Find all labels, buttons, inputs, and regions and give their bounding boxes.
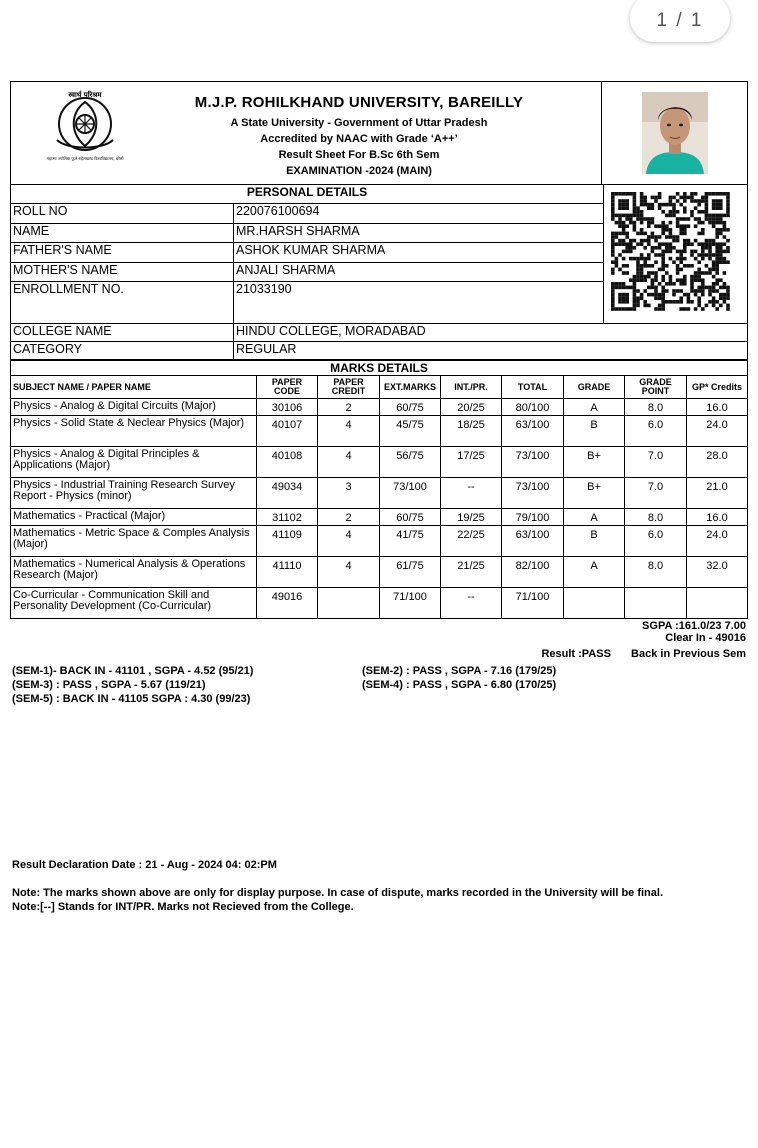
- qr-cell: [604, 185, 748, 324]
- category-value: REGULAR: [234, 342, 748, 360]
- gp-credits: 16.0: [687, 399, 748, 416]
- personal-details-heading: PERSONAL DETAILS: [11, 185, 604, 204]
- paper-code: 30106: [257, 399, 318, 416]
- result-sheet: [10, 81, 748, 619]
- name-value: MR.HARSH SHARMA: [234, 223, 604, 242]
- paper-credit: 4: [318, 557, 380, 588]
- total: 73/100: [502, 447, 564, 478]
- gp-credits: 32.0: [687, 557, 748, 588]
- ext-marks: 73/100: [380, 478, 441, 509]
- table-row: [11, 557, 748, 588]
- paper-credit: 2: [318, 399, 380, 416]
- grade: A: [564, 557, 625, 588]
- paper-credit: 2: [318, 509, 380, 526]
- subject-name: Mathematics - Metric Space & Comples Analysis (Major): [11, 526, 257, 557]
- university-emblem-logo: [45, 88, 125, 172]
- college-name-value: HINDU COLLEGE, MORADABAD: [234, 324, 748, 342]
- mother-name-value: ANJALI SHARMA: [234, 262, 604, 281]
- ext-marks: 60/75: [380, 509, 441, 526]
- total: 73/100: [502, 478, 564, 509]
- paper-credit: 3: [318, 478, 380, 509]
- grade: [564, 588, 625, 619]
- enrollment-label: ENROLLMENT NO.: [11, 281, 234, 323]
- subject-name: Physics - Solid State & Neclear Physics (Major): [11, 416, 257, 447]
- sheet-header: [10, 81, 748, 184]
- sem-1-result: (SEM-1)- BACK IN - 41101 , SGPA - 4.52 (95/21): [12, 665, 254, 677]
- subject-name: Co-Curricular - Communication Skill and Personality Development (Co-Curricular): [11, 588, 257, 619]
- svg-text:महात्मा ज्योतिबा फुले रुहेलखण्: महात्मा ज्योतिबा फुले रुहेलखण्ड विश्वविद्यालय, बरेली: [46, 156, 124, 161]
- college-name-label: COLLEGE NAME: [11, 324, 234, 342]
- svg-text:स्वार्थ परिश्रम: स्वार्थ परिश्रम: [68, 91, 102, 99]
- paper-credit: 4: [318, 526, 380, 557]
- back-in-previous-sem: Back in Previous Sem: [631, 648, 746, 660]
- clear-in: Clear In - 49016: [665, 632, 746, 644]
- table-row: [11, 509, 748, 526]
- paper-credit: 4: [318, 447, 380, 478]
- grade-point: 8.0: [625, 557, 687, 588]
- ext-marks: 60/75: [380, 399, 441, 416]
- gp-credits: 24.0: [687, 526, 748, 557]
- student-photo: [642, 92, 708, 174]
- grade: B+: [564, 478, 625, 509]
- subject-name: Physics - Analog & Digital Principles & Applications (Major): [11, 447, 257, 478]
- paper-code: 41109: [257, 526, 318, 557]
- subject-name: Mathematics - Numerical Analysis & Operations Research (Major): [11, 557, 257, 588]
- int-pr: --: [441, 588, 502, 619]
- name-label: NAME: [11, 223, 234, 242]
- grade: A: [564, 509, 625, 526]
- int-pr: 21/25: [441, 557, 502, 588]
- int-pr: 18/25: [441, 416, 502, 447]
- col-grade: GRADE: [564, 376, 625, 399]
- grade-point: 8.0: [625, 399, 687, 416]
- ext-marks: 71/100: [380, 588, 441, 619]
- photo-box: [601, 82, 749, 184]
- father-name-value: ASHOK KUMAR SHARMA: [234, 243, 604, 262]
- grade-point: 6.0: [625, 526, 687, 557]
- col-gp-credits: GP* Credits: [687, 376, 748, 399]
- table-row: [11, 416, 748, 447]
- gp-credits: 28.0: [687, 447, 748, 478]
- grade-point: 6.0: [625, 416, 687, 447]
- grade: A: [564, 399, 625, 416]
- int-pr: --: [441, 478, 502, 509]
- roll-no-value: 220076100694: [234, 204, 604, 223]
- marks-details-heading: MARKS DETAILS: [11, 361, 748, 376]
- col-paper-code: PAPER CODE: [257, 376, 318, 399]
- ext-marks: 61/75: [380, 557, 441, 588]
- sgpa-summary: SGPA :161.0/23 7.00: [642, 620, 746, 632]
- father-name-label: FATHER'S NAME: [11, 243, 234, 262]
- subject-name: Physics - Analog & Digital Circuits (Major): [11, 399, 257, 416]
- marks-details-table: [10, 360, 748, 619]
- gp-credits: 24.0: [687, 416, 748, 447]
- subject-name: Physics - Industrial Training Research Survey Report - Physics (minor): [11, 478, 257, 509]
- table-row: [11, 588, 748, 619]
- university-name: M.J.P. ROHILKHAND UNIVERSITY, BAREILLY: [194, 94, 524, 111]
- grade-point: 7.0: [625, 478, 687, 509]
- enrollment-value: 21033190: [234, 281, 604, 323]
- paper-code: 49034: [257, 478, 318, 509]
- col-subject: SUBJECT NAME / PAPER NAME: [11, 376, 257, 399]
- total: 79/100: [502, 509, 564, 526]
- examination-title: EXAMINATION -2024 (MAIN): [286, 165, 432, 177]
- gp-credits: [687, 588, 748, 619]
- col-paper-credit: PAPER CREDIT: [318, 376, 380, 399]
- col-grade-point: GRADE POINT: [625, 376, 687, 399]
- int-pr: 20/25: [441, 399, 502, 416]
- semester-history-left: [12, 664, 253, 706]
- total: 80/100: [502, 399, 564, 416]
- int-pr: 19/25: [441, 509, 502, 526]
- table-row: [11, 399, 748, 416]
- subject-name: Mathematics - Practical (Major): [11, 509, 257, 526]
- roll-no-label: ROLL NO: [11, 204, 234, 223]
- sem-3-result: (SEM-3) : PASS , SGPA - 5.67 (119/21): [12, 679, 206, 691]
- gp-credits: 21.0: [687, 478, 748, 509]
- semester-history-right: [362, 664, 556, 692]
- grade: B: [564, 416, 625, 447]
- grade: B+: [564, 447, 625, 478]
- table-row: [11, 526, 748, 557]
- grade-point: 7.0: [625, 447, 687, 478]
- table-row: [11, 447, 748, 478]
- paper-credit: 4: [318, 416, 380, 447]
- paper-code: 31102: [257, 509, 318, 526]
- total: 63/100: [502, 526, 564, 557]
- sem-5-result: (SEM-5) : BACK IN - 41105 SGPA : 4.30 (99/23): [12, 693, 251, 705]
- note-display-purpose: Note: The marks shown above are only for display purpose. In case of dispute, marks recorded in the University will be final.: [12, 887, 664, 899]
- note-int-pr: Note:[--] Stands for INT/PR. Marks not Recieved from the College.: [12, 901, 354, 913]
- ext-marks: 41/75: [380, 526, 441, 557]
- col-ext-marks: EXT.MARKS: [380, 376, 441, 399]
- footer-notes: [12, 886, 663, 914]
- table-row: [11, 478, 748, 509]
- mother-name-label: MOTHER'S NAME: [11, 262, 234, 281]
- page-indicator: 1 / 1: [630, 0, 730, 42]
- total: 82/100: [502, 557, 564, 588]
- grade-point: 8.0: [625, 509, 687, 526]
- total: 63/100: [502, 416, 564, 447]
- category-label: CATEGORY: [11, 342, 234, 360]
- paper-code: 40108: [257, 447, 318, 478]
- qr-code: [604, 185, 747, 320]
- sem-2-result: (SEM-2) : PASS , SGPA - 7.16 (179/25): [362, 665, 557, 677]
- university-status: A State University - Government of Uttar Pradesh: [230, 117, 488, 129]
- result-declaration-date: Result Declaration Date : 21 - Aug - 2024 04: 02:PM: [12, 859, 277, 871]
- table-row: [11, 342, 748, 360]
- paper-code: 40107: [257, 416, 318, 447]
- col-int-pr: INT./PR.: [441, 376, 502, 399]
- result-status: [541, 648, 746, 660]
- paper-credit: [318, 588, 380, 619]
- grade-point: [625, 588, 687, 619]
- grade: B: [564, 526, 625, 557]
- total: 71/100: [502, 588, 564, 619]
- result-label: Result :PASS: [541, 648, 611, 660]
- marks-header-row: [11, 376, 748, 399]
- gp-credits: 16.0: [687, 509, 748, 526]
- ext-marks: 56/75: [380, 447, 441, 478]
- paper-code: 49016: [257, 588, 318, 619]
- personal-details-table: [10, 184, 748, 360]
- university-title-block: [171, 94, 547, 179]
- accreditation: Accredited by NAAC with Grade ‘A++’: [260, 133, 458, 145]
- ext-marks: 45/75: [380, 416, 441, 447]
- result-sheet-title: Result Sheet For B.Sc 6th Sem: [278, 149, 440, 161]
- table-row: [11, 324, 748, 342]
- col-total: TOTAL: [502, 376, 564, 399]
- paper-code: 41110: [257, 557, 318, 588]
- sem-4-result: (SEM-4) : PASS , SGPA - 6.80 (170/25): [362, 679, 557, 691]
- int-pr: 22/25: [441, 526, 502, 557]
- int-pr: 17/25: [441, 447, 502, 478]
